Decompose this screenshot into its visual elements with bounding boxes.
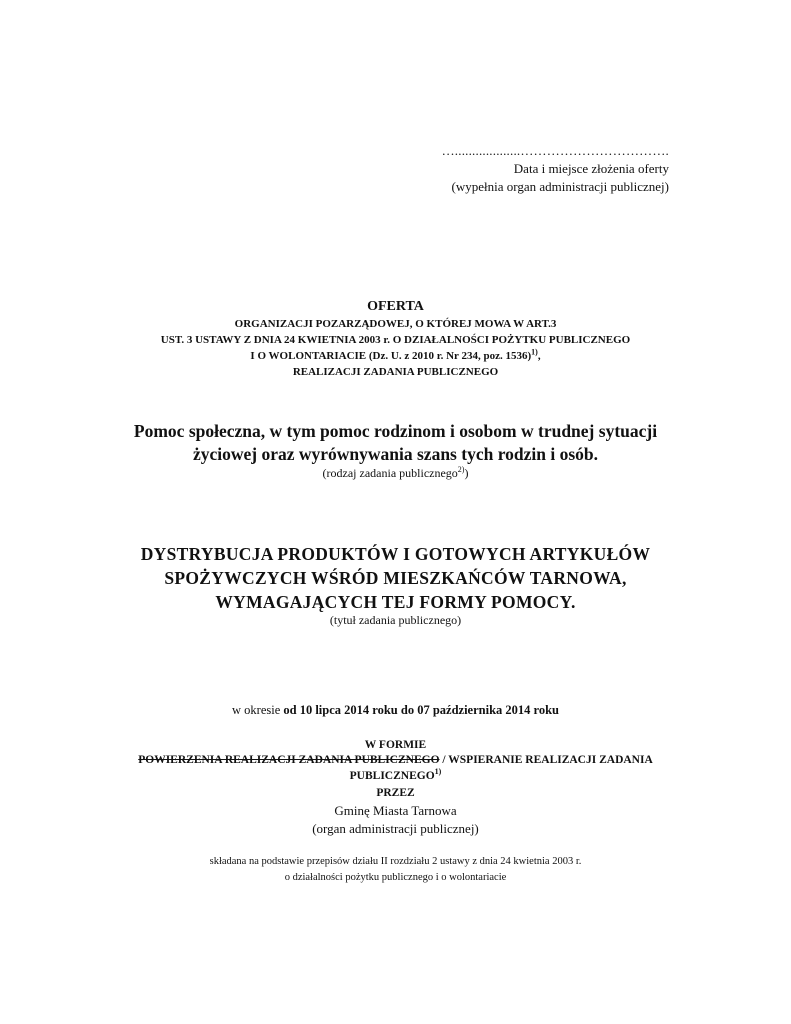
- task-kind-caption: [0, 465, 791, 481]
- offer-line-4: REALIZACJI ZADANIA PUBLICZNEGO: [292, 366, 499, 378]
- footnote-marker: 2): [457, 465, 465, 474]
- place-date-note: (wypełnia organ administracji publicznej): [451, 179, 669, 194]
- period-prefix: w okresie: [232, 703, 284, 717]
- task-kind-caption-text: (rodzaj zadania publicznego: [322, 466, 458, 480]
- offer-line-3: [0, 348, 791, 364]
- form-line-1: [0, 752, 791, 768]
- task-title-line-1: DYSTRYBUCJA PRODUKTÓW I GOTOWYCH ARTYKUŁÓW: [140, 544, 651, 564]
- legal-basis-line-1: składana na podstawie przepisów działu II rozdziału 2 ustawy z dnia 24 kwietnia 2003 r.: [209, 856, 582, 867]
- form-heading: W FORMIE: [364, 739, 427, 751]
- task-title-line-3: WYMAGAJĄCYCH TEJ FORMY POMOCY.: [215, 592, 576, 612]
- footnote-marker: 1): [434, 767, 442, 777]
- form-by: PRZEZ: [376, 787, 415, 799]
- authority-caption: (organ administracji publicznej): [312, 821, 479, 836]
- footnote-marker: 1): [531, 347, 538, 357]
- offer-line-1: ORGANIZACJI POZARZĄDOWEJ, O KTÓREJ MOWA W ART.3: [234, 318, 557, 330]
- offer-title: OFERTA: [367, 299, 424, 314]
- offer-line-3-tail: ,: [537, 350, 541, 362]
- task-kind-line-2: życiowej oraz wyrównywania szans tych rodzin i osób.: [192, 444, 599, 464]
- task-kind-caption-tail: ): [464, 466, 469, 480]
- place-date-dots: …...................…………………………….: [441, 143, 669, 158]
- period-line: [0, 702, 791, 719]
- form-selected-option-cont: PUBLICZNEGO: [349, 770, 435, 782]
- place-date-label: Data i miejsce złożenia oferty: [513, 161, 669, 176]
- task-title-caption: (tytuł zadania publicznego): [329, 613, 462, 627]
- offer-line-2: UST. 3 USTAWY Z DNIA 24 KWIETNIA 2003 r. O DZIAŁALNOŚCI POŻYTKU PUBLICZNEGO: [160, 334, 631, 346]
- task-kind-line-1: Pomoc społeczna, w tym pomoc rodzinom i osobom w trudnej sytuacji: [133, 421, 658, 441]
- form-separator: /: [439, 754, 449, 766]
- place-date-block: [442, 142, 669, 196]
- offer-line-3-text: I O WOLONTARIACIE (Dz. U. z 2010 r. Nr 234, poz. 1536): [250, 350, 532, 362]
- authority-name: Gminę Miasta Tarnowa: [334, 803, 457, 818]
- form-struck-option: POWIERZENIA REALIZACJI ZADANIA PUBLICZNEGO: [138, 754, 440, 766]
- task-title-line-2: SPOŻYWCZYCH WŚRÓD MIESZKAŃCÓW TARNOWA,: [164, 568, 627, 588]
- period-value: od 10 lipca 2014 roku do 07 października 2014 roku: [283, 703, 559, 717]
- form-selected-option: WSPIERANIE REALIZACJI ZADANIA: [448, 754, 653, 766]
- legal-basis-line-2: o działalności pożytku publicznego i o wolontariacie: [284, 872, 507, 883]
- form-line-2: [0, 768, 791, 784]
